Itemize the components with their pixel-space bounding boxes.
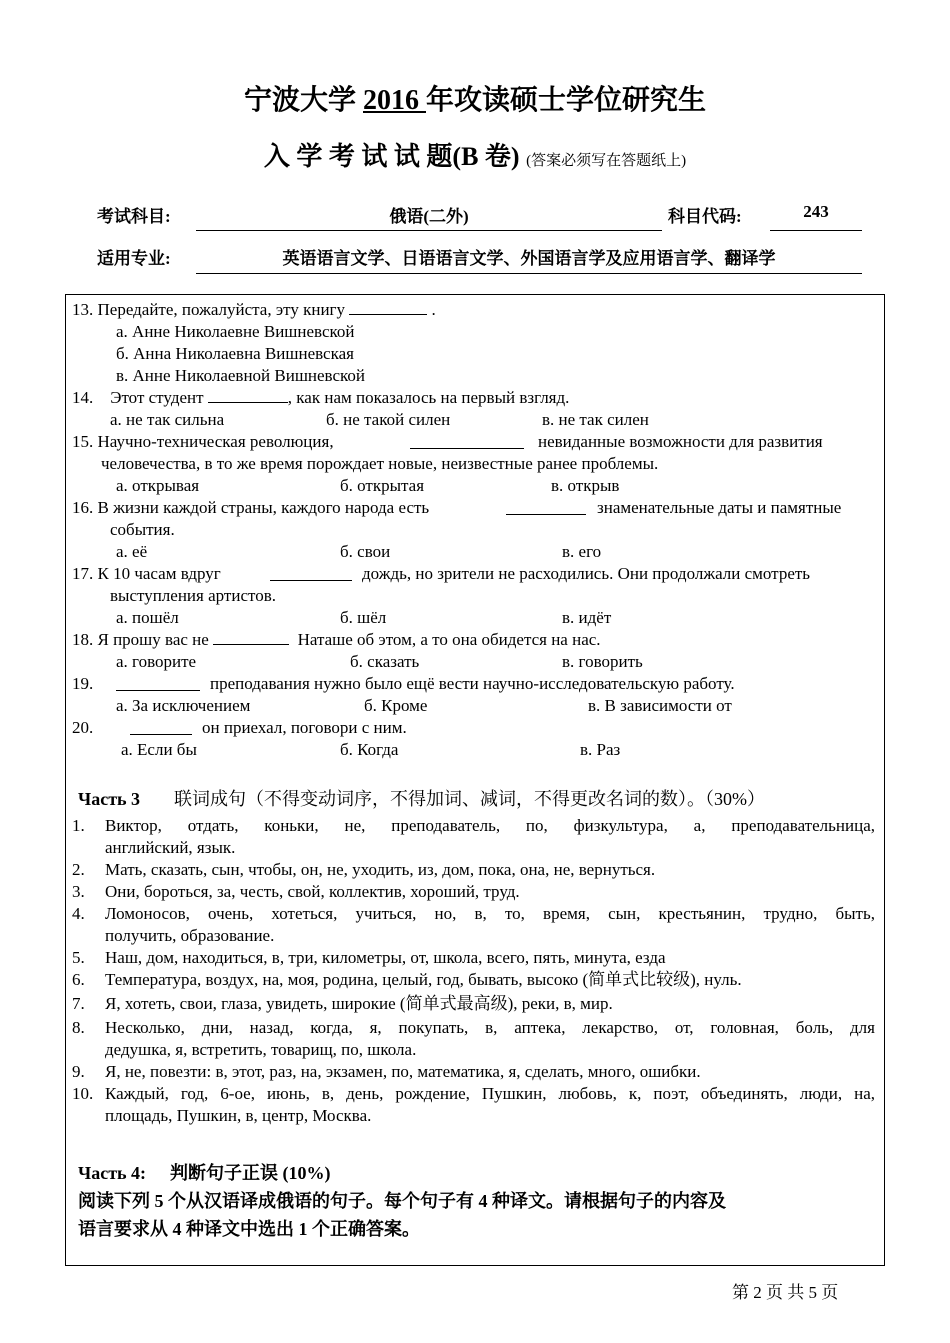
exam-title xyxy=(0,78,950,118)
answer-note: (答案必须写在答题纸上) xyxy=(526,153,687,169)
q20-text: он приехал, поговори с ним. xyxy=(202,718,407,737)
paper-version: (B 卷) xyxy=(452,142,520,171)
part3-description: 联词成句（不得变动词序，不得加词、减词，不得更改名词的数）。（30%） xyxy=(174,789,765,809)
q17-option-a: а. пошёл xyxy=(116,608,179,627)
part3-item-number: 3. xyxy=(72,882,85,901)
part3-item-number: 1. xyxy=(72,816,85,835)
part3-item-number: 7. xyxy=(72,994,85,1013)
q20-option-b: б. Когда xyxy=(340,740,399,759)
part3-item-text: Они, бороться, за, честь, свой, коллектив, хороший, труд. xyxy=(105,882,520,901)
q20-option-c: в. Раз xyxy=(580,740,621,759)
q13-option-c: в. Анне Николаевной Вишневской xyxy=(116,366,366,385)
q16-text-b: знаменательные даты и памятные xyxy=(597,498,842,517)
part3-item-text-cont: английский, язык. xyxy=(105,838,236,857)
part3-item-number: 5. xyxy=(72,948,85,967)
blank xyxy=(208,388,288,403)
q16-text-c: события. xyxy=(110,520,175,539)
q18-option-c: в. говорить xyxy=(562,652,643,671)
part3-item-text: Каждый, год, 6-ое, июнь, в, день, рождение, Пушкин, любовь, к, поэт, объединять, люди, на, xyxy=(105,1084,875,1103)
q14-option-b: б. не такой силен xyxy=(326,410,451,429)
q20-num: 20. xyxy=(72,718,94,737)
q18-text-a: 18. Я прошу вас не xyxy=(72,630,209,649)
part3-item-text: Наш, дом, находиться, в, три, километры, от, школа, всего, пять, минута, езда xyxy=(105,948,666,967)
blank xyxy=(270,566,352,581)
part3-item-number: 8. xyxy=(72,1018,85,1037)
blank xyxy=(506,500,586,515)
q13-text: 13. Передайте, пожалуйста, эту книгу xyxy=(72,300,346,319)
blank xyxy=(410,434,524,449)
q13-option-b: б. Анна Николаевна Вишневская xyxy=(116,344,354,363)
part3-item-text: Ломоносов, очень, хотеться, учиться, но, в, то, время, сын, крестьянин, трудно, быть, xyxy=(105,904,875,923)
part4-title: 判断句子正误 (10%) xyxy=(170,1163,331,1183)
q17-option-c: в. идёт xyxy=(562,608,612,627)
part4-instructions-line2: 语言要求从 4 种译文中选出 1 个正确答案。 xyxy=(78,1219,420,1239)
major-underline xyxy=(196,273,862,274)
part3-item-text: Мать, сказать, сын, чтобы, он, не, уходить, из, дом, пока, она, не, вернуться. xyxy=(105,860,656,879)
part3-item-number: 10. xyxy=(72,1084,94,1103)
part3-item-text: Я, не, повезти: в, этот, раз, на, экзамен, по, математика, я, сделать, много, ошибки. xyxy=(105,1062,701,1081)
q18-text-b: Наташе об этом, а то она обидется на нас. xyxy=(297,630,601,649)
q14-num: 14. xyxy=(72,388,94,407)
subject-underline xyxy=(196,230,662,231)
q14-option-c: в. не так силен xyxy=(542,410,649,429)
blank xyxy=(349,300,427,315)
q14-stem xyxy=(72,388,569,408)
part3-item-text: Несколько, дни, назад, когда, я, покупать, в, аптека, лекарство, от, головная, боль, для xyxy=(105,1018,875,1037)
part4-instructions-line1: 阅读下列 5 个从汉语译成俄语的句子。每个句子有 4 种译文。请根据句子的内容及 xyxy=(78,1191,726,1211)
blank xyxy=(130,720,192,735)
q19-option-b: б. Кроме xyxy=(364,696,428,715)
blank xyxy=(116,676,200,691)
q18-option-a: а. говорите xyxy=(116,652,197,671)
code-underline xyxy=(770,230,862,231)
q14-text-a: Этот студент xyxy=(110,388,204,407)
part3-item-text: Я, хотеть, свои, глаза, увидеть, широкие (简单式最高级), реки, в, мир. xyxy=(105,994,613,1013)
part3-item-number: 9. xyxy=(72,1062,85,1081)
page-number: 第 2 页 共 5 页 xyxy=(732,1283,839,1302)
q16-option-c: в. его xyxy=(562,542,602,561)
q18-option-b: б. сказать xyxy=(350,652,420,671)
major-label: 适用专业: xyxy=(97,249,171,268)
part3-item-text-cont: площадь, Пушкин, в, центр, Москва. xyxy=(105,1106,372,1125)
part3-label: Часть 3 xyxy=(78,789,141,809)
blank xyxy=(213,630,289,645)
part3-item-text: Виктор, отдать, коньки, не, преподаватель, по, физкультура, а, преподавательница, xyxy=(105,816,875,835)
q16-option-a: а. её xyxy=(116,542,148,561)
q19-text: преподавания нужно было ещё вести научно-исследовательскую работу. xyxy=(210,674,735,693)
q15-text-a: 15. Научно-техническая революция, xyxy=(72,432,334,451)
q15-option-b: б. открытая xyxy=(340,476,425,495)
title-year: 2016 xyxy=(363,85,426,116)
exam-subtitle xyxy=(0,136,950,173)
q15-text-c: человечества, в то же время порождает новые, неизвестные ранее проблемы. xyxy=(101,454,659,473)
q17-text-a: 17. К 10 часам вдруг xyxy=(72,564,221,583)
q14-text-b: , как нам показалось на первый взгляд. xyxy=(287,388,570,407)
q17-text-b: дождь, но зрители не расходились. Они продолжали смотреть xyxy=(362,564,811,583)
q15-text-b: невиданные возможности для развития xyxy=(538,432,823,451)
code-label: 科目代码: xyxy=(668,207,742,226)
q13-option-a: а. Анне Николаевне Вишневской xyxy=(116,322,355,341)
part3-item-text-cont: получить, образование. xyxy=(105,926,275,945)
title-university: 宁波大学 xyxy=(243,85,363,116)
q16-text-a: 16. В жизни каждой страны, каждого народа есть xyxy=(72,498,430,517)
q17-option-b: б. шёл xyxy=(340,608,387,627)
q13-stem: 13. Передайте, пожалуйста, эту книгу . xyxy=(72,300,436,319)
subject-value: 俄语(二外) xyxy=(389,207,469,226)
part4-label: Часть 4: xyxy=(78,1163,147,1183)
part3-item-number: 2. xyxy=(72,860,85,879)
q19-num: 19. xyxy=(72,674,94,693)
q20-option-a: а. Если бы xyxy=(121,740,197,759)
q17-text-c: выступления артистов. xyxy=(110,586,276,605)
part3-item-text: Температура, воздух, на, моя, родина, целый, год, бывать, высоко (简单式比较级), нуль. xyxy=(105,970,742,989)
q14-option-a: а. не так сильна xyxy=(110,410,225,429)
q15-option-c: в. открыв xyxy=(551,476,620,495)
q19-option-c: в. В зависимости от xyxy=(588,696,732,715)
q15-option-a: а. открывая xyxy=(116,476,200,495)
q16-option-b: б. свои xyxy=(340,542,391,561)
subtitle-main: 入 学 考 试 试 题 xyxy=(263,142,453,171)
part3-item-number: 4. xyxy=(72,904,85,923)
code-value: 243 xyxy=(803,202,829,221)
q18-stem xyxy=(72,630,601,650)
major-value: 英语语言文学、日语语言文学、外国语言学及应用语言学、翻译学 xyxy=(282,249,776,268)
part3-item-text-cont: дедушка, я, встретить, товарищ, по, школа. xyxy=(105,1040,417,1059)
part3-item-number: 6. xyxy=(72,970,85,989)
subject-label: 考试科目: xyxy=(97,207,171,226)
q19-option-a: а. За исключением xyxy=(116,696,251,715)
title-rest: 年攻读硕士学位研究生 xyxy=(426,85,707,116)
